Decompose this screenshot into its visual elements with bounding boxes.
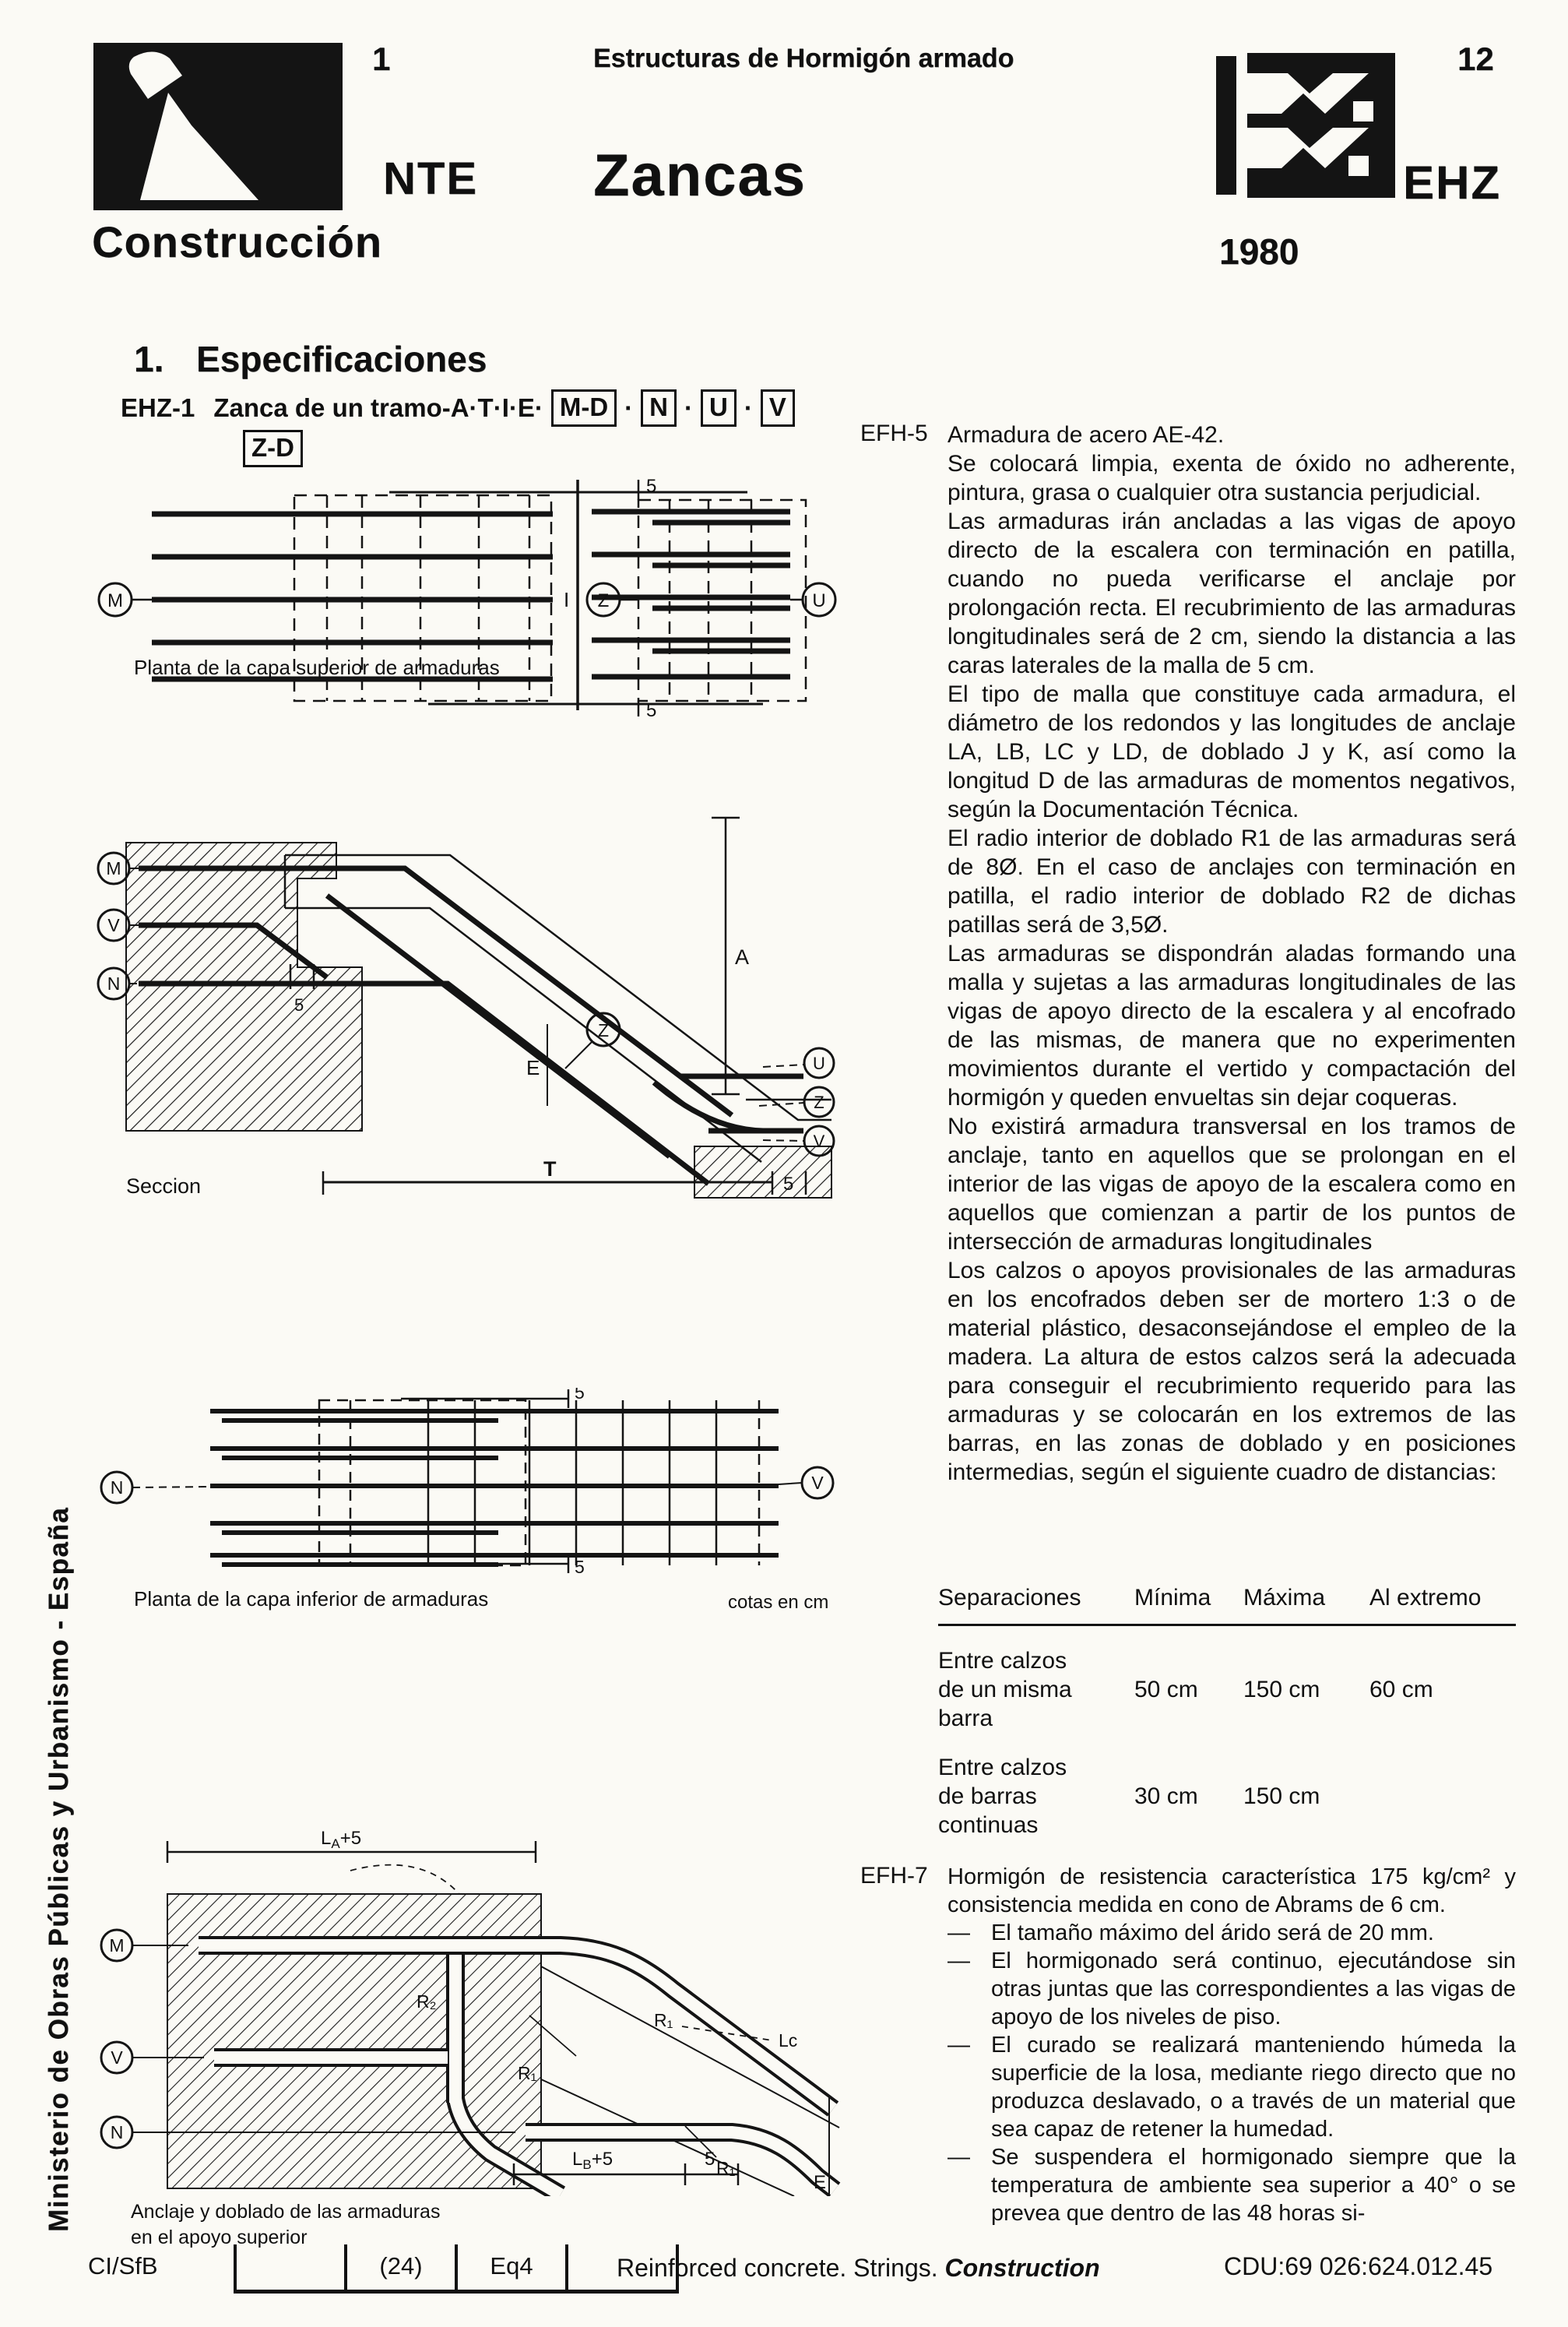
label-v2: V — [813, 1132, 825, 1151]
footer-subject-italic: Construction — [944, 2254, 1100, 2282]
list-item — [947, 2143, 1516, 2227]
list-item-text: El curado se realizará manteniendo húmeda la superficie de la losa, mediante riego directo que no produzca deslavado, o a través de un material que sea capaz de retener la humedad. — [991, 2033, 1516, 2142]
caption-section: Seccion — [126, 1174, 202, 1198]
footer-classification-bracket — [234, 2244, 679, 2294]
list-item-text: El hormigonado será continuo, ejecutándose sin otras juntas que las correspondientes a las vigas de apoyo de los niveles de piso. — [991, 1949, 1516, 2030]
label-t: T — [543, 1157, 557, 1181]
label-e: E — [814, 2172, 827, 2193]
label-i: I — [564, 588, 570, 611]
ehz1-box-v: V — [761, 389, 795, 427]
caption-anchorage-line1: Anclaje y doblado de las armaduras — [131, 2201, 441, 2223]
label-u: U — [813, 1054, 825, 1073]
label-m: M — [107, 590, 123, 611]
label-v: V — [111, 2047, 123, 2068]
drawing-plan-top — [93, 477, 841, 722]
drawing-anchorage — [93, 1822, 841, 2200]
list-item — [947, 1947, 1516, 2031]
distances-table — [938, 1585, 1516, 1839]
label-r1b: R₁ — [654, 2010, 673, 2030]
org-name: NTE — [383, 153, 478, 204]
dash-bullet: — — [947, 1920, 970, 1945]
dim-lb5: $L_B+5$ — [572, 2149, 613, 2172]
table-rule — [938, 1624, 1516, 1626]
label-u: U — [812, 590, 826, 611]
dim-5: 5 — [783, 1174, 794, 1195]
label-n: N — [110, 2122, 124, 2142]
doc-supertitle: Estructuras de Hormigón armado — [593, 44, 1014, 73]
caption-anchorage — [131, 2199, 440, 2251]
table-row — [938, 1753, 1516, 1839]
ehz1-code: EHZ-1 — [121, 393, 195, 422]
dim-5-top: 5 — [646, 477, 657, 497]
cell-max: 150 cm — [1243, 1783, 1320, 1809]
ehz1-designation-line2 — [243, 430, 303, 467]
footer-cdu: CDU:69 026:624.012.45 — [1224, 2252, 1493, 2280]
dash-bullet: — — [947, 1949, 970, 1973]
separator-dot: · — [684, 393, 694, 422]
dim-5: 5 — [705, 2149, 715, 2170]
ehz1-box-md: M-D — [551, 389, 617, 427]
list-item — [947, 2031, 1516, 2143]
cell-min: 50 cm — [1134, 1677, 1198, 1702]
dim-5b: 5 — [294, 995, 304, 1015]
list-item-text: El tamaño máximo del árido será de 20 mm. — [991, 1920, 1434, 1945]
label-n: N — [110, 1477, 124, 1498]
paragraph: Los calzos o apoyos provisionales de las armaduras en los encofrados deben ser de mortero 1:3 o de material plástico, desaconsejándose el empleo de la madera. La altura de estos calzos será la adecuada para conseguir el recubrimiento requerido para las armaduras y se colocarán en los extremos de las barras, en las zonas de doblado y en posiciones intermedias, según el siguiente cuadro de distancias: — [947, 1258, 1516, 1485]
paragraph: Armadura de acero AE-42. — [947, 422, 1225, 448]
paragraph: Se colocará limpia, exenta de óxido no adherente, pintura, grasa o cualquier otra sustancia perjudicial. — [947, 451, 1516, 505]
paragraph: Las armaduras irán ancladas a las vigas de apoyo directo de la escalera con terminación en patilla, cuando no pueda verificarse el anclaje por prolongación recta. El recubrimiento de las armaduras longitudinales será de 2 cm, siendo la distancia a las caras laterales de la malla de 5 cm. — [947, 509, 1516, 678]
list-item — [947, 1919, 1516, 1947]
label-a: A — [735, 945, 750, 969]
section-number: 1. — [134, 339, 164, 379]
efh7-body — [947, 1863, 1516, 2227]
left-page-number: 1 — [372, 40, 391, 77]
label-m: M — [109, 1935, 125, 1956]
col-header-al-extremo: Al extremo — [1369, 1585, 1482, 1611]
separator-dot: · — [744, 393, 753, 422]
dim-5-bottom: 5 — [575, 1557, 585, 1575]
dash-bullet: — — [947, 2145, 970, 2170]
cell-min: 30 cm — [1134, 1783, 1198, 1809]
separator-dot: · — [624, 393, 634, 422]
doc-year: 1980 — [1219, 231, 1299, 272]
ehz1-box-n: N — [641, 389, 677, 427]
col-header-minima: Mínima — [1134, 1585, 1211, 1611]
bracket-cell-24: (24) — [344, 2244, 455, 2290]
efh5-body — [947, 421, 1516, 1487]
list-item-text: Se suspendera el hormigonado siempre que la temperatura de ambiente sea superior a 40° o se prevea que dentro de las 48 horas si- — [991, 2145, 1516, 2226]
right-page-number: 12 — [1457, 40, 1494, 77]
cell-extreme: 60 cm — [1369, 1677, 1433, 1702]
cell-max: 150 cm — [1243, 1677, 1320, 1702]
ehz1-designation — [121, 389, 795, 427]
footer-subject-text: Reinforced concrete. Strings. — [617, 2254, 938, 2282]
caption-anchorage-line2: en el apoyo superior — [131, 2227, 308, 2248]
label-r2: R₂ — [417, 1991, 437, 2012]
bracket-cell-eq4: Eq4 — [455, 2244, 565, 2290]
col-header-separaciones: Separaciones — [938, 1585, 1081, 1611]
caption-plan-top: Planta de la capa superior de armaduras — [134, 656, 500, 679]
label-z: Z — [597, 590, 610, 611]
efh5-block — [860, 421, 1516, 1487]
label-r1a: R₁ — [518, 2063, 537, 2083]
section-heading: Especificaciones — [196, 339, 487, 379]
dash-bullet: — — [947, 2033, 970, 2058]
footer-subject — [617, 2254, 1100, 2283]
drawing-section — [93, 794, 841, 1203]
paragraph: El tipo de malla que constituye cada armadura, el diámetro de los redondos y las longitudes de anclaje LA, LB, LC y LD, de doblado J y K, así como la longitud D de las armaduras de momentos negativos, según la Documentación Técnica. — [947, 681, 1516, 822]
paragraph: No existirá armadura transversal en los tramos de anclaje, tanto en aquellos que se prolongan en el interior de las vigas de apoyo de la escalera como en aquellos que comienzan a partir de los puntos de intersección de armaduras longitudinales — [947, 1114, 1516, 1255]
bracket-cell-empty — [234, 2244, 344, 2290]
paragraph: Las armaduras se dispondrán aladas formando una malla y sujetas a las armaduras longitudinales de las vigas de apoyo directo de la escalera y al encofrado de las mismas, de manera que no experimenten movimientos durante el vertido y compactación del hormigón y queden envueltas sin dejar coqueras. — [947, 941, 1516, 1111]
label-z2: Z — [814, 1093, 824, 1112]
dim-5-top: 5 — [575, 1388, 585, 1403]
label-r1c: R₁ — [716, 2158, 736, 2178]
efh7-block — [860, 1863, 1516, 2227]
row-label: Entre calzos de un misma barra — [938, 1648, 1072, 1731]
col-header-maxima: Máxima — [1243, 1585, 1326, 1611]
efh7-label: EFH-7 — [860, 1863, 928, 1889]
ehz1-box-zd: Z-D — [243, 430, 303, 467]
dim-la5: $L_A+5$ — [321, 1828, 362, 1851]
label-z-mid: Z — [597, 1020, 610, 1040]
ehz-logo — [1216, 45, 1397, 205]
footer-cisfb: CI/SfB — [88, 2252, 158, 2279]
table-header-row — [938, 1585, 1516, 1611]
dim-5-bottom: 5 — [646, 700, 657, 718]
label-lc: Lc — [779, 2030, 798, 2051]
paragraph: Hormigón de resistencia característica 175 kg/cm² y consistencia medida en cono de Abrams de 6 cm. — [947, 1864, 1516, 1917]
drawing-plan-bottom — [93, 1388, 841, 1579]
label-m: M — [106, 858, 121, 878]
caption-plan-bottom: Planta de la capa inferior de armaduras — [134, 1587, 489, 1611]
table-row — [938, 1646, 1516, 1733]
ehz1-box-u: U — [701, 389, 737, 427]
label-n: N — [107, 973, 121, 994]
label-e: E — [526, 1056, 540, 1079]
efh5-label: EFH-5 — [860, 421, 928, 446]
label-v: V — [107, 915, 120, 935]
doc-title: Zancas — [593, 143, 807, 209]
row-label: Entre calzos de barras continuas — [938, 1755, 1067, 1838]
units-note: cotas en cm — [728, 1592, 829, 1613]
label-v: V — [811, 1473, 824, 1493]
nte-logo — [93, 43, 343, 210]
paragraph: El radio interior de doblado R1 de las armaduras será de 8Ø. En el caso de anclajes con terminación en patilla, el radio interior de doblado R2 de dichas patillas será de 3,5Ø. — [947, 826, 1516, 938]
doc-code: EHZ — [1403, 157, 1501, 209]
org-name-2: Construcción — [92, 217, 382, 266]
ehz1-intro: Zanca de un tramo-A·T·I·E· — [213, 393, 543, 422]
ministry-sidebar-text: Ministerio de Obras Públicas y Urbanismo - España — [44, 1506, 74, 2232]
